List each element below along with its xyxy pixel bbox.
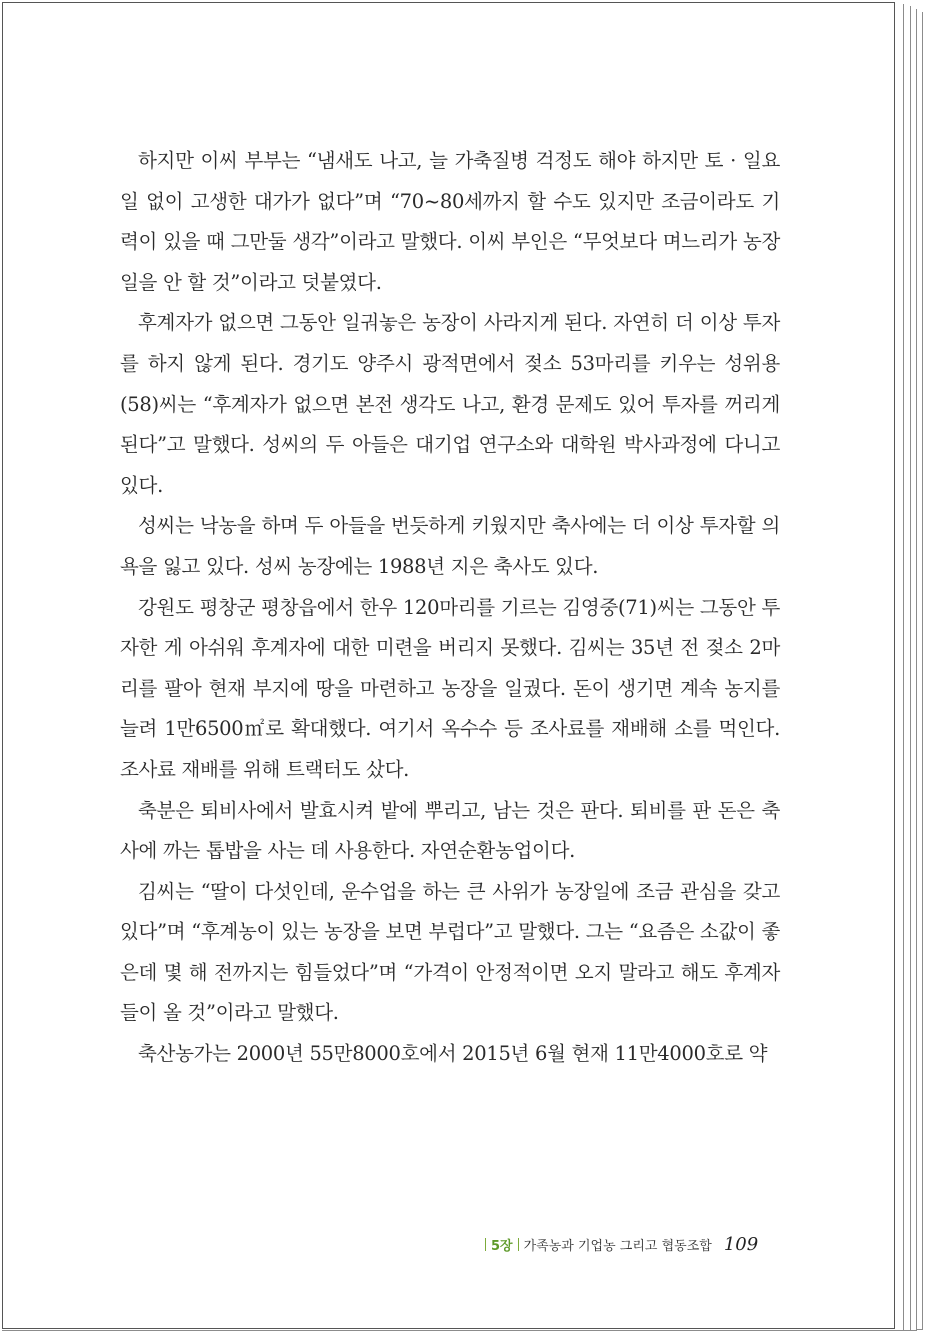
body-text bbox=[120, 141, 780, 1075]
chapter-title: 가족농과 기업농 그리고 협동조합 bbox=[523, 1238, 712, 1254]
page-number: 109 bbox=[723, 1233, 759, 1255]
paragraph: 축분은 퇴비사에서 발효시켜 밭에 뿌리고, 남는 것은 판다. 퇴비를 판 돈은 축사에 까는 톱밥을 사는 데 사용한다. 자연순환농업이다. bbox=[120, 798, 780, 863]
footer-divider bbox=[518, 1238, 519, 1251]
page-footer bbox=[480, 1232, 780, 1256]
footer-divider bbox=[485, 1238, 486, 1251]
paragraph: 강원도 평창군 평창읍에서 한우 120마리를 기르는 김영중(71)씨는 그동안 투자한 게 아쉬워 후계자에 대한 미련을 버리지 못했다. 김씨는 35년 전 젖소 2마리를 팔아 현재 부지에 땅을 마련하고 농장을 일궜다. 돈이 생기면 계속 농지를 늘려 1만6500㎡로 확대했다. 여기서 옥수수 등 조사료를 재배해 소를 먹인다. 조사료 재배를 위해 트랙터도 샀다. bbox=[120, 595, 780, 781]
paragraph: 하지만 이씨 부부는 “냄새도 나고, 늘 가축질병 걱정도 해야 하지만 토 · 일요일 없이 고생한 대가가 없다”며 “70~80세까지 할 수도 있지만 조금이라도 기력이 있을 때 그만둘 생각”이라고 말했다. 이씨 부인은 “무엇보다 며느리가 농장 일을 안 할 것”이라고 덧붙였다. bbox=[120, 149, 780, 294]
chapter-label: 5장 bbox=[491, 1238, 513, 1254]
paragraph: 후계자가 없으면 그동안 일궈놓은 농장이 사라지게 된다. 자연히 더 이상 투자를 하지 않게 된다. 경기도 양주시 광적면에서 젖소 53마리를 키우는 성위용(58)씨는 “후계자가 없으면 본전 생각도 나고, 환경 문제도 있어 투자를 꺼리게 된다”고 말했다. 성씨의 두 아들은 대기업 연구소와 대학원 박사과정에 다니고 있다. bbox=[120, 311, 780, 497]
paragraph: 김씨는 “딸이 다섯인데, 운수업을 하는 큰 사위가 농장일에 조금 관심을 갖고 있다”며 “후계농이 있는 농장을 보면 부럽다”고 말했다. 그는 “요즘은 소값이 좋은데 몇 해 전까지는 힘들었다”며 “가격이 안정적이면 오지 말라고 해도 후계자들이 올 것”이라고 말했다. bbox=[120, 879, 780, 1025]
paragraph: 축산농가는 2000년 55만8000호에서 2015년 6월 현재 11만4000호로 약 bbox=[138, 1042, 768, 1066]
paragraph: 성씨는 낙농을 하며 두 아들을 번듯하게 키웠지만 축사에는 더 이상 투자할 의욕을 잃고 있다. 성씨 농장에는 1988년 지은 축사도 있다. bbox=[120, 514, 780, 578]
